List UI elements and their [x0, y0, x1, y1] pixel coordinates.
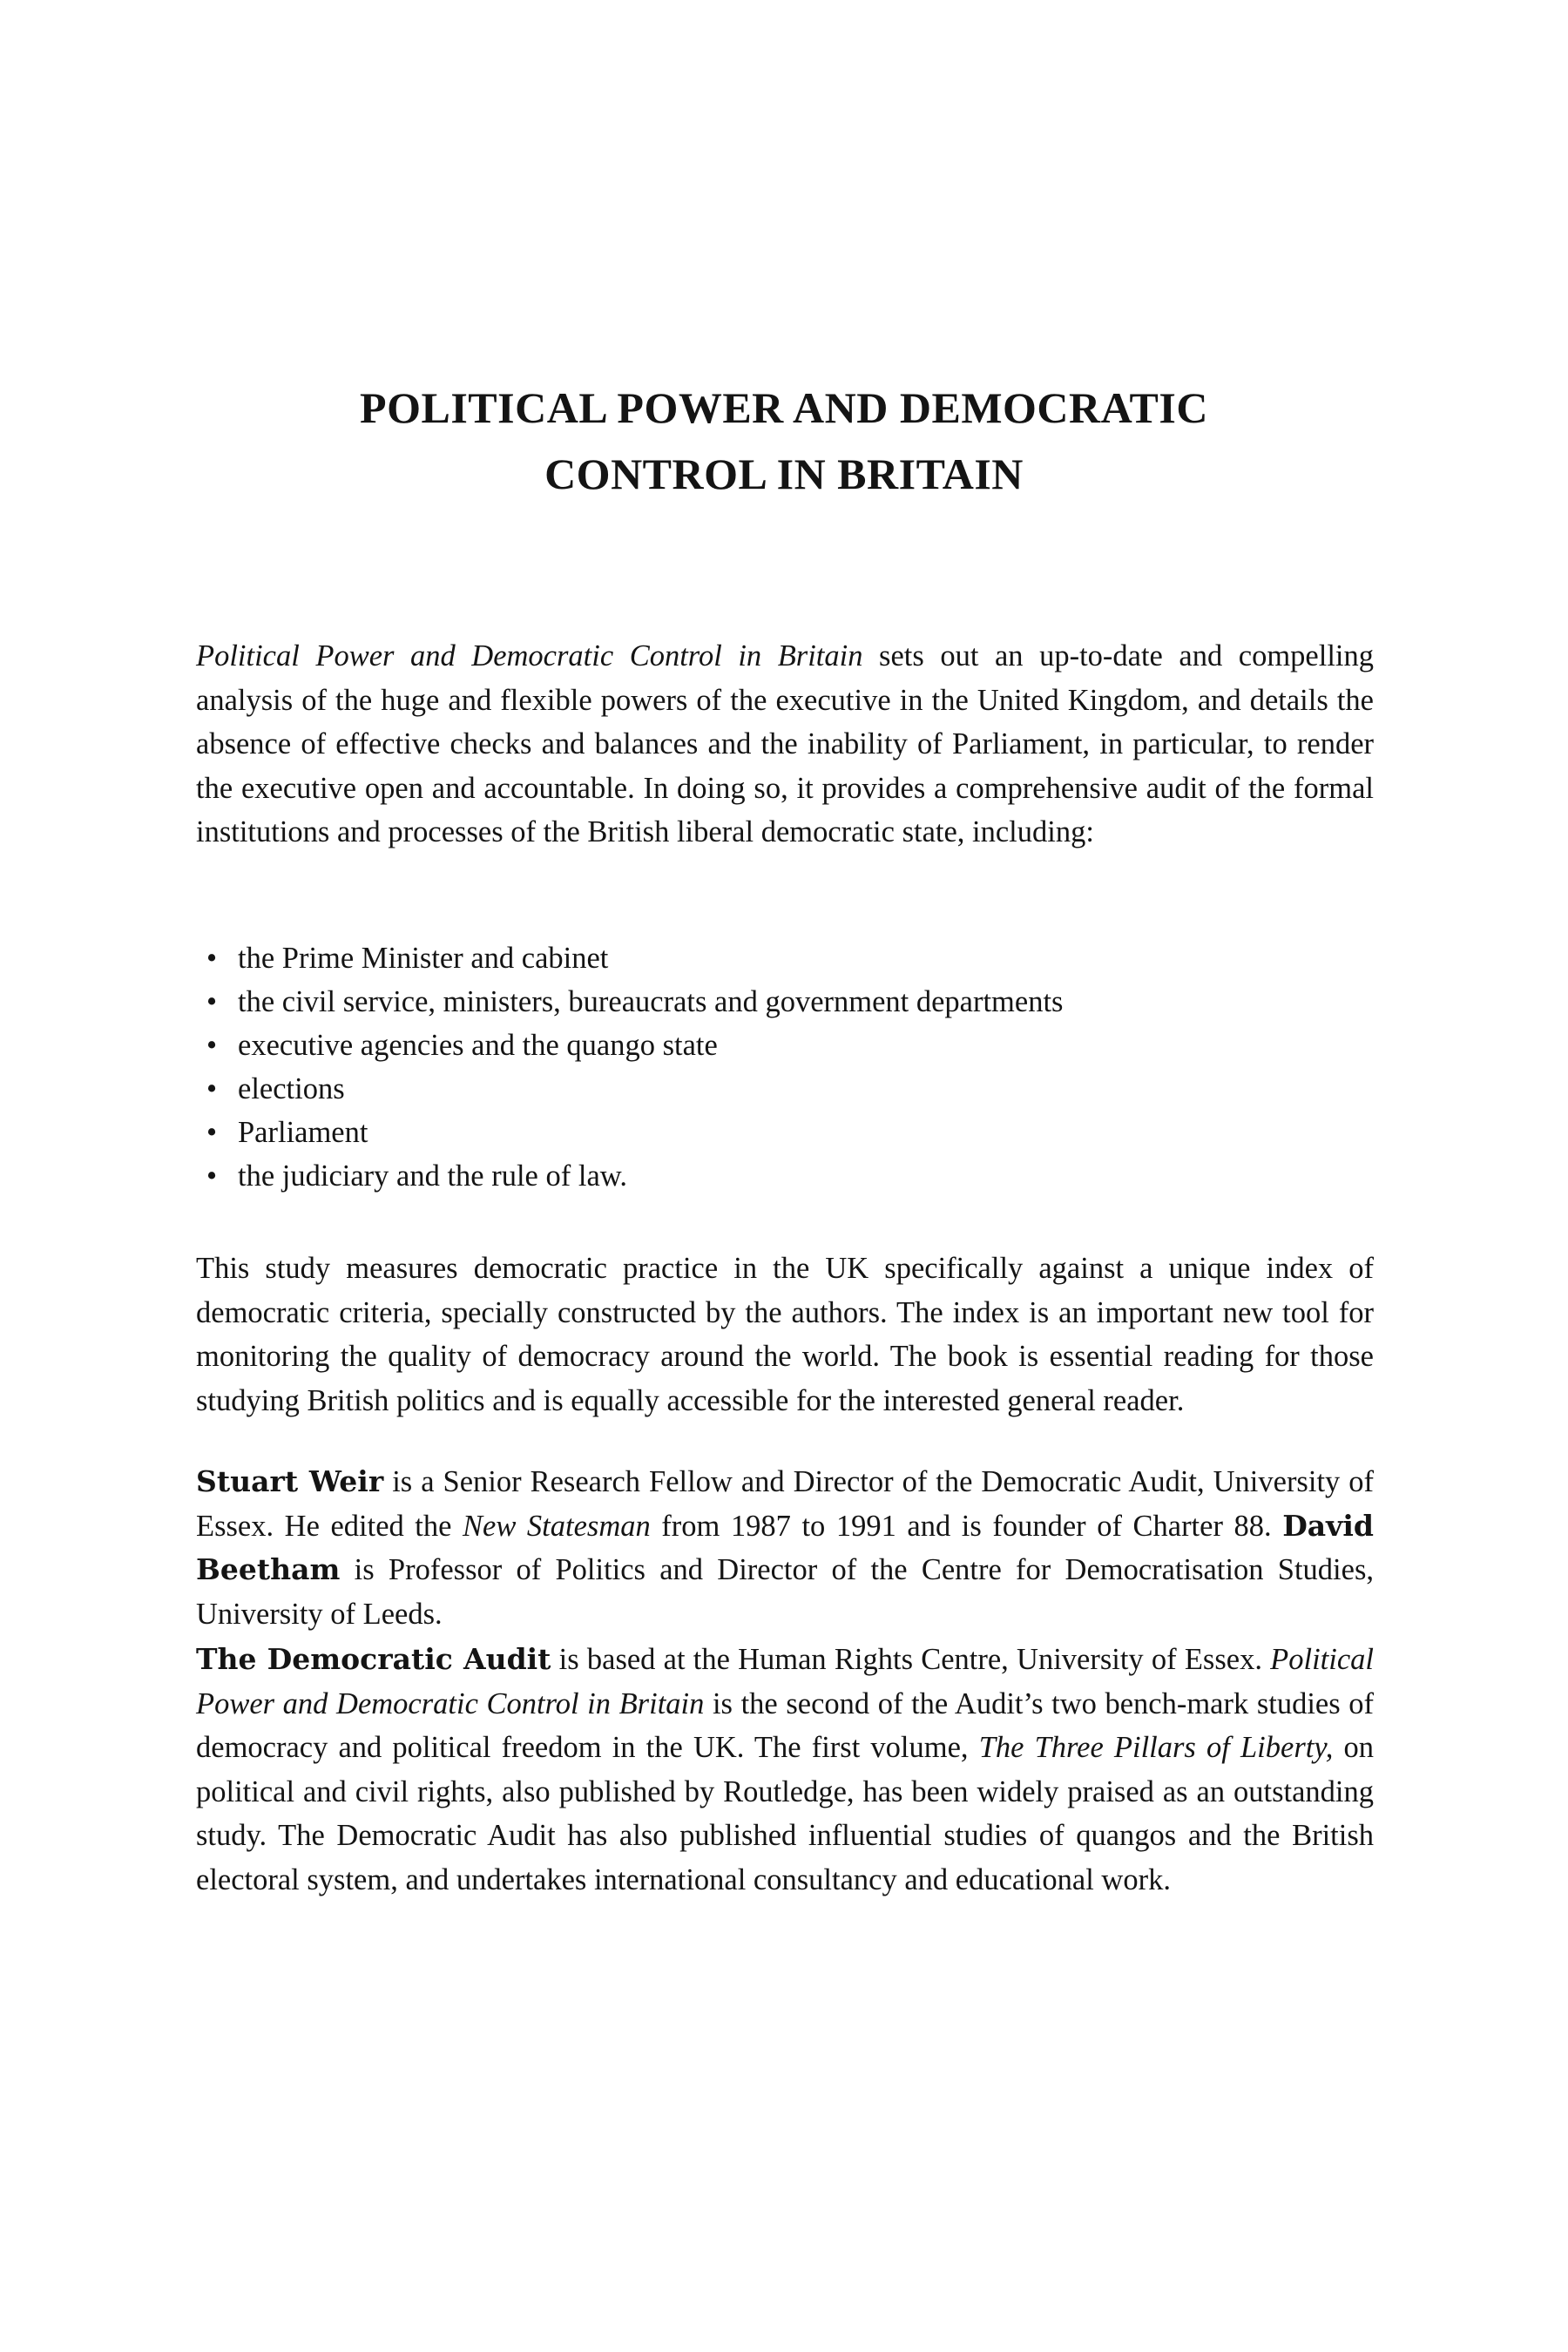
list-item [196, 1024, 1374, 1067]
intro-text: sets out an up-to-date and compelling analysis of the huge and flexible powers of the executive in the United Kingdom, and details the absence of effective checks and balances and the inability of Parliament, in particular, to render the executive open and accountable. In doing so, it provides a comprehensive audit of the formal institutions and processes of the British liberal democratic state, including: [196, 639, 1374, 848]
first-volume-title: The Three Pillars of Liberty, [978, 1731, 1334, 1764]
list-item-text: elections [238, 1072, 345, 1105]
list-item-text: Parliament [238, 1116, 368, 1149]
intro-book-title: Political Power and Democratic Control in Britain [196, 639, 863, 672]
list-item-text: executive agencies and the quango state [238, 1029, 718, 1062]
list-item [196, 1111, 1374, 1154]
intro-section [196, 634, 1374, 855]
study-section [196, 1247, 1374, 1423]
author-name-weir: Stuart Weir [196, 1464, 384, 1498]
institutions-list [196, 936, 1374, 1198]
audit-text-2: is the second of the Audit’s two bench-mark studies of democracy and political freedom in the UK. The first volume, [196, 1686, 1375, 1764]
bullet-icon: • [206, 1072, 218, 1105]
democratic-audit-section [196, 1638, 1374, 1902]
list-item-text: the civil service, ministers, bureaucrats and government departments [238, 985, 1064, 1018]
bullet-icon: • [206, 1029, 218, 1062]
page-title [0, 375, 1568, 507]
bullet-icon: • [206, 985, 218, 1018]
author-name-beetham: David Beetham [196, 1508, 1374, 1586]
bio-text-3: is Professor of Politics and Director of the Centre for Democratisation Studies, University of Leeds. [196, 1553, 1374, 1631]
org-name: The Democratic Audit [196, 1642, 551, 1676]
title-line-1: POLITICAL POWER AND DEMOCRATIC [360, 383, 1208, 432]
list-item [196, 1067, 1374, 1111]
democratic-audit-paragraph [196, 1638, 1374, 1902]
intro-paragraph [196, 634, 1374, 855]
magazine-title: New Statesman [463, 1509, 651, 1543]
list-item-text: the judiciary and the rule of law. [238, 1159, 628, 1193]
list-item [196, 1154, 1374, 1198]
list-item [196, 936, 1374, 980]
audit-book-title: Political Power and Democratic Control in Britain [196, 1643, 1374, 1720]
bullet-icon: • [206, 1116, 218, 1149]
audit-text-3: on political and civil rights, also published by Routledge, has been widely praised as an outstanding study. The Democratic Audit has also published influential studies of quangos and the British electoral system, and undertakes international consultancy and educational work. [196, 1731, 1375, 1896]
study-paragraph: This study measures democratic practice in the UK specifically against a unique index of democratic criteria, specially constructed by the authors. The index is an important new tool for monitoring the quality of democracy around the world. The book is essential reading for those studying British politics and is equally accessible for the interested general reader. [196, 1252, 1374, 1417]
bio-text-1: is a Senior Research Fellow and Director of the Democratic Audit, University of Essex. He edited the [196, 1465, 1375, 1543]
bio-text-2: from 1987 to 1991 and is founder of Charter 88. [650, 1509, 1283, 1543]
bullet-icon: • [206, 1159, 218, 1193]
authors-bio-section [196, 1460, 1374, 1636]
authors-bio-paragraph [196, 1460, 1374, 1636]
bullet-icon: • [206, 942, 218, 975]
title-line-2: CONTROL IN BRITAIN [544, 449, 1024, 498]
list-item [196, 980, 1374, 1024]
list-item-text: the Prime Minister and cabinet [238, 942, 609, 975]
audit-text-1: is based at the Human Rights Centre, University of Essex. [551, 1643, 1271, 1676]
